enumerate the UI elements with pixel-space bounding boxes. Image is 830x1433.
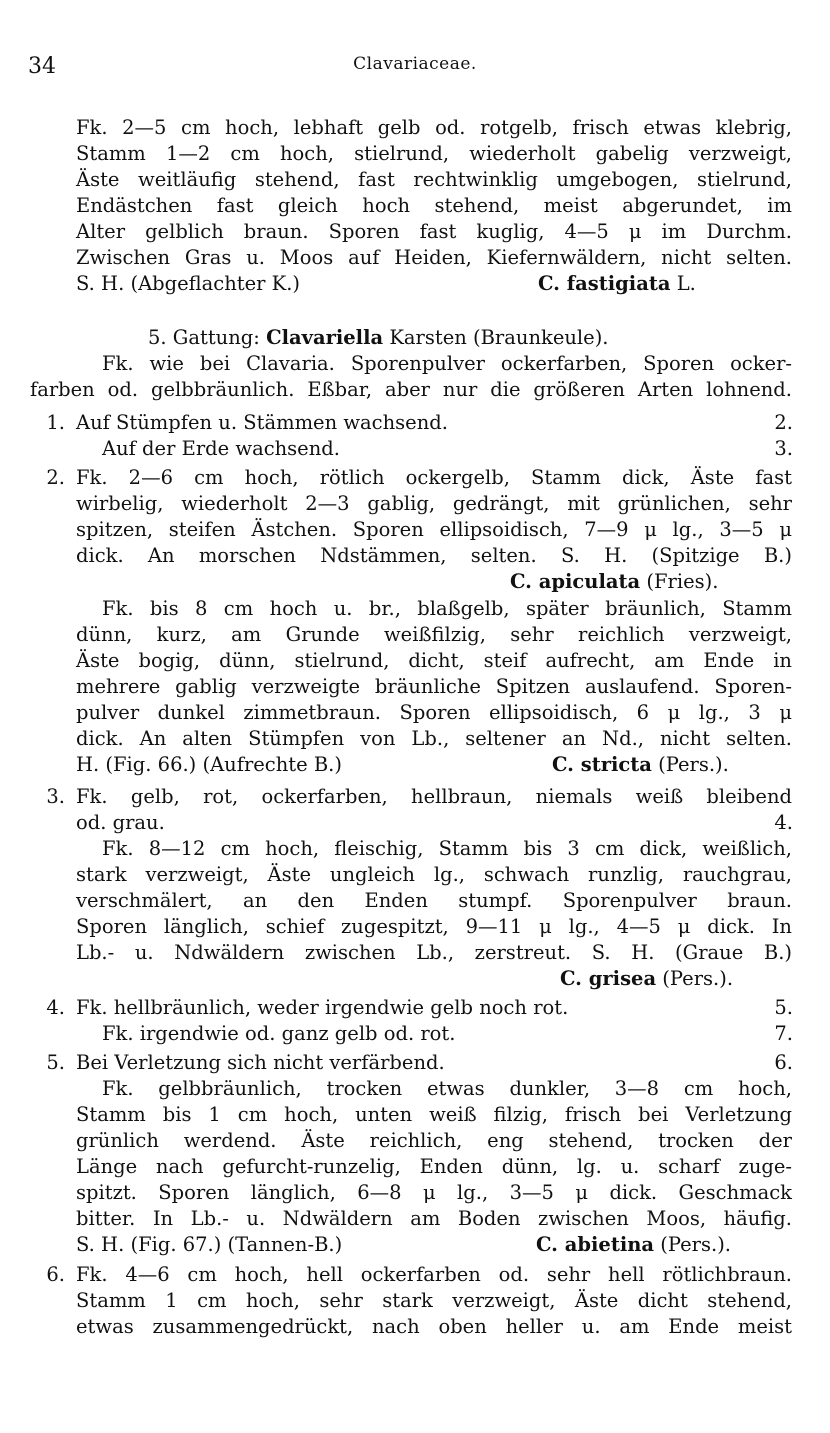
text-line: Länge nach gefurcht-runzelig, Enden dünn, lg. u. scharf zuge- [76,1155,792,1178]
text-line: Lb.- u. Ndwäldern zwischen Lb., zerstreut. S. H. (Graue B.) [76,941,792,964]
text-line: Fk. irgendwie od. ganz gelb od. rot. [102,1022,456,1045]
text-line: Zwischen Gras u. Moos auf Heiden, Kiefernwäldern, nicht selten. [76,246,792,269]
running-title: Clavariaceae. [353,54,477,74]
text-line: Alter gelblich braun. Sporen fast kuglig, 4—5 μ im Durchm. [76,220,792,243]
text-line: Stamm 1—2 cm hoch, stielrund, wiederholt gabelig verzweigt, [76,142,792,165]
text-line: grünlich werdend. Äste reichlich, eng stehend, trocken der [76,1129,792,1152]
key-ref: 6. [774,1051,793,1074]
text-line: Sporen länglich, schief zugespitzt, 9—11 μ lg., 4—5 μ dick. In [76,915,792,938]
text-line: wirbelig, wiederholt 2—3 gablig, gedrängt, mit grünlichen, sehr [76,492,792,515]
text-line: dünn, kurz, am Grunde weißfilzig, sehr reichlich verzweigt, [76,623,792,646]
text-line: Fk. gelbbräunlich, trocken etwas dunkler, 3—8 cm hoch, [102,1077,792,1100]
text-line: Endästchen fast gleich hoch stehend, meist abgerundet, im [76,194,792,217]
text-line: verschmälert, an den Enden stumpf. Sporenpulver braun. [76,889,792,912]
text-line: od. grau. [76,811,165,834]
species-name: C. abietina (Pers.). [536,1233,732,1256]
text-line: Stamm bis 1 cm hoch, unten weiß filzig, frisch bei Verletzung [76,1103,792,1126]
text-line: Äste bogig, dünn, stielrund, dicht, steif aufrecht, am Ende in [76,649,792,672]
species-name: C. apiculata (Fries). [510,570,719,593]
text-line: spitzt. Sporen länglich, 6—8 μ lg., 3—5 μ dick. Geschmack [76,1181,792,1204]
key-ref: 3. [774,437,793,460]
text-line: S. H. (Abgeflachter K.) [76,272,301,295]
species-name: C. stricta (Pers.). [552,753,729,776]
text-line: Stamm 1 cm hoch, sehr stark verzweigt, Äste dicht stehend, [76,1289,792,1312]
key-number: 3. [46,785,65,808]
key-ref: 5. [774,996,793,1019]
text-line: Fk. wie bei Clavaria. Sporenpulver ockerfarben, Sporen ocker- [102,352,792,375]
text-line: bitter. In Lb.- u. Ndwäldern am Boden zwischen Moos, häufig. [76,1207,792,1230]
text-line: dick. An morschen Ndstämmen, selten. S. H. (Spitzige B.) [76,544,792,567]
text-line: Äste weitläufig stehend, fast rechtwinklig umgebogen, stielrund, [76,168,792,191]
text-line: farben od. gelbbräunlich. Eßbar, aber nur die größeren Arten lohnend. [30,378,792,401]
text-line: mehrere gablig verzweigte bräunliche Spitzen auslaufend. Sporen- [76,675,792,698]
species-name: C. fastigiata L. [538,272,696,295]
key-number: 4. [46,996,65,1019]
key-number: 5. [46,1051,65,1074]
genus-heading: 5. Gattung: Clavariella Karsten (Braunkeule). [148,326,609,349]
text-line: Fk. gelb, rot, ockerfarben, hellbraun, niemals weiß bleibend [76,785,792,808]
text-line: Fk. 4—6 cm hoch, hell ockerfarben od. sehr hell rötlichbraun. [76,1263,792,1286]
key-ref: 2. [774,411,793,434]
key-ref: 4. [774,811,793,834]
text-line: H. (Fig. 66.) (Aufrechte B.) [76,753,342,776]
key-number: 2. [46,466,65,489]
text-line: Auf der Erde wachsend. [102,437,340,460]
text-line: stark verzweigt, Äste ungleich lg., schwach runzlig, rauchgrau, [76,863,792,886]
key-ref: 7. [774,1022,793,1045]
page-number: 34 [28,54,56,79]
text-line: Fk. bis 8 cm hoch u. br., blaßgelb, später bräunlich, Stamm [102,597,792,620]
text-line: Fk. 2—5 cm hoch, lebhaft gelb od. rotgelb, frisch etwas klebrig, [76,116,792,139]
key-number: 6. [46,1263,65,1286]
species-name: C. grisea (Pers.). [560,967,734,990]
text-line: spitzen, steifen Ästchen. Sporen ellipsoidisch, 7—9 μ lg., 3—5 μ [76,518,792,541]
text-line: Auf Stümpfen u. Stämmen wachsend. [76,411,448,434]
text-line: Bei Verletzung sich nicht verfärbend. [76,1051,445,1074]
text-line: Fk. 8—12 cm hoch, fleischig, Stamm bis 3 cm dick, weißlich, [102,837,792,860]
text-line: etwas zusammengedrückt, nach oben heller u. am Ende meist [76,1315,792,1338]
text-line: S. H. (Fig. 67.) (Tannen-B.) [76,1233,343,1256]
text-line: pulver dunkel zimmetbraun. Sporen ellipsoidisch, 6 μ lg., 3 μ [76,701,792,724]
text-line: Fk. 2—6 cm hoch, rötlich ockergelb, Stamm dick, Äste fast [76,466,792,489]
text-line: Fk. hellbräunlich, weder irgendwie gelb noch rot. [76,996,569,1019]
key-number: 1. [46,411,65,434]
text-line: dick. An alten Stümpfen von Lb., seltener an Nd., nicht selten. [76,727,792,750]
